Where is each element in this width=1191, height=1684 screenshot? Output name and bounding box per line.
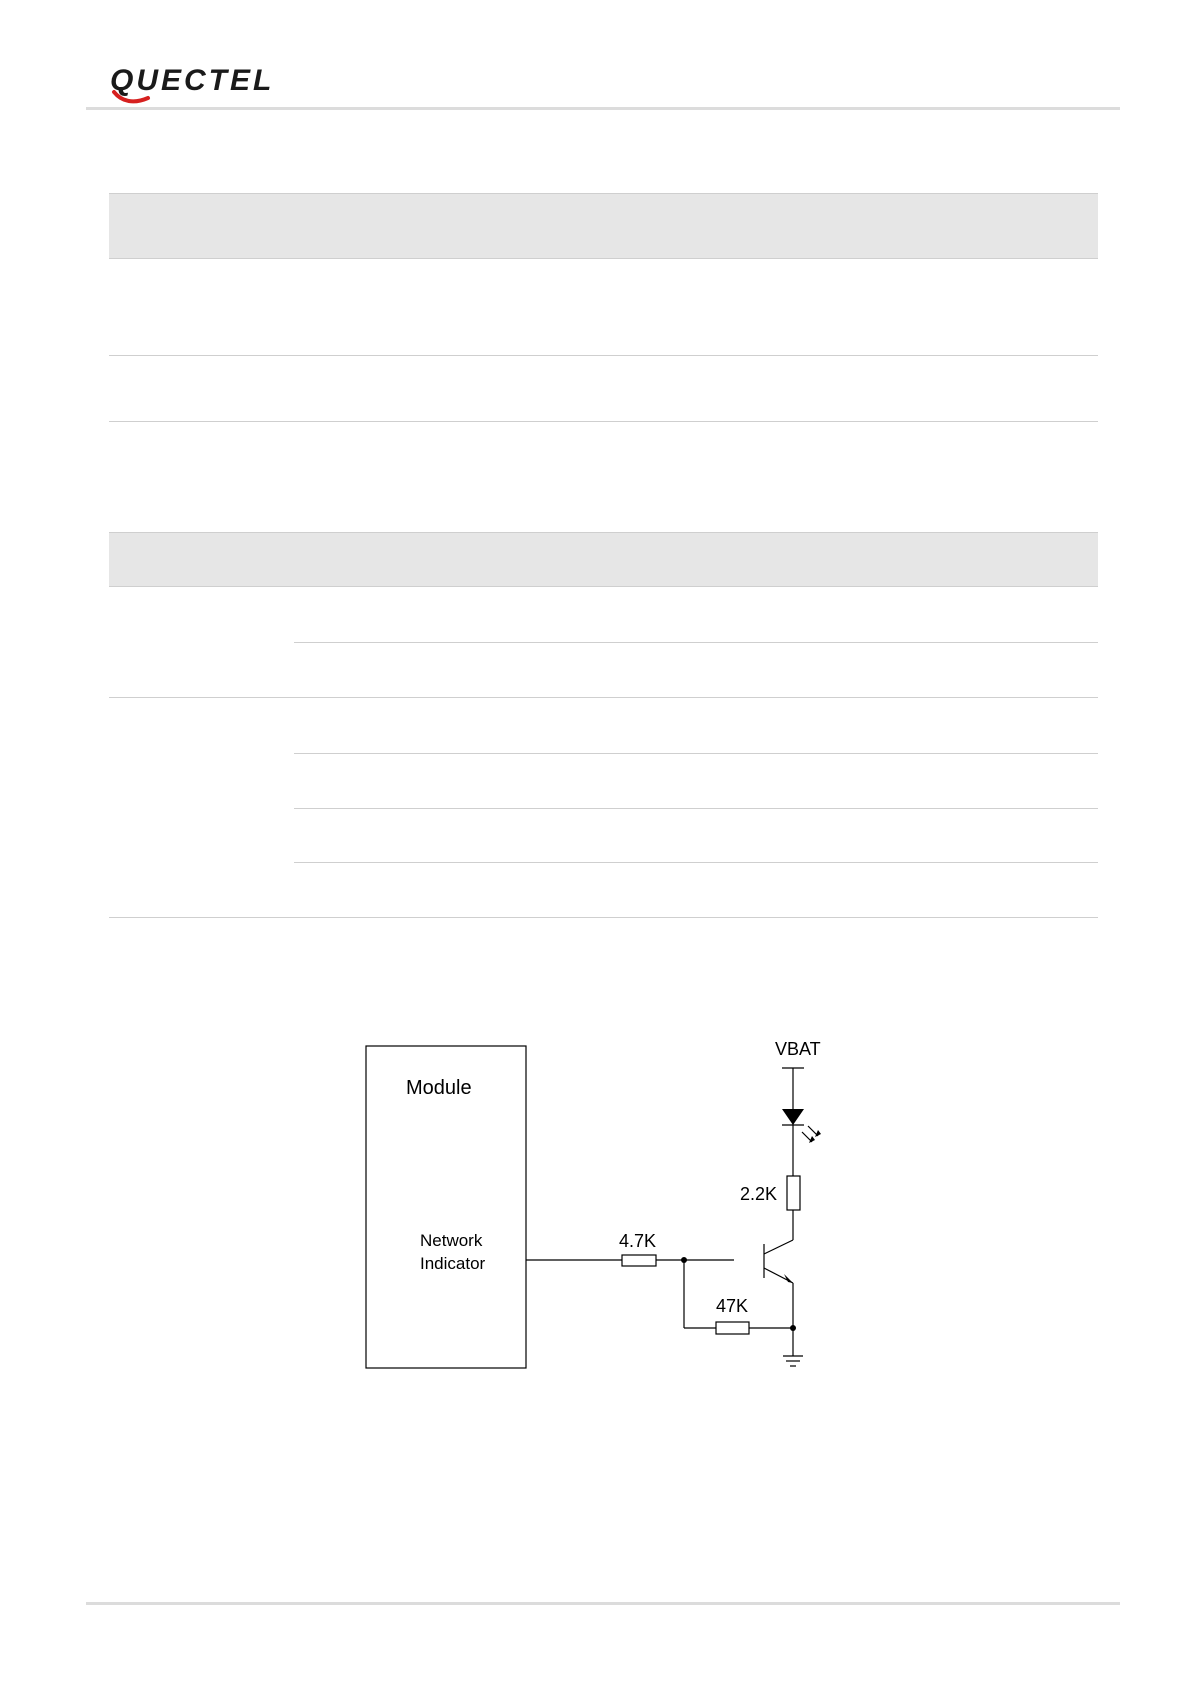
table-sub-row-divider — [294, 642, 1098, 643]
table-sub-row-divider — [294, 808, 1098, 809]
table-row — [109, 259, 1098, 356]
quectel-logo — [108, 58, 338, 106]
led-triangle — [782, 1109, 804, 1125]
pin-label-network: Network — [420, 1231, 483, 1250]
table-header-row — [109, 532, 1098, 587]
r-pulldown-label: 47K — [716, 1296, 749, 1316]
pin-label-indicator: Indicator — [420, 1254, 486, 1273]
table-sub-row-divider — [294, 753, 1098, 754]
svg-text:QUECTEL: QUECTEL — [110, 64, 275, 97]
table-1 — [109, 193, 1098, 422]
r-led-label: 2.2K — [740, 1184, 778, 1204]
resistor-2-2k — [787, 1176, 800, 1210]
table-row — [109, 356, 1098, 422]
resistor-4-7k — [622, 1255, 656, 1266]
module-label: Module — [406, 1077, 472, 1099]
vbat-label: VBAT — [775, 1039, 821, 1059]
r-series-label: 4.7K — [619, 1231, 657, 1251]
table-header-row — [109, 193, 1098, 259]
footer-rule — [86, 1602, 1120, 1605]
resistor-47k — [716, 1322, 749, 1334]
network-indicator-circuit — [350, 1010, 850, 1390]
table-2 — [109, 532, 1098, 918]
header-rule — [86, 107, 1120, 110]
table-row-group — [109, 587, 1098, 698]
table-sub-row-divider — [294, 862, 1098, 863]
table-row-group — [109, 698, 1098, 918]
